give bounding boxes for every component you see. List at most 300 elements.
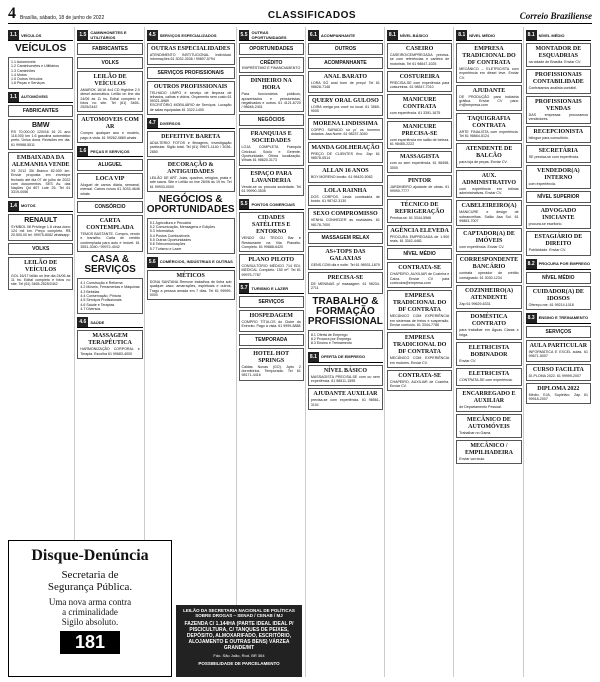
ad-box xyxy=(526,145,591,162)
ad-title: NÍVEL SUPERIOR xyxy=(537,194,580,201)
ad-text: ARTE FINALISTA com experiência. Tel 61 98664-5124 xyxy=(459,129,519,139)
ad-text: CHAPEIRO, AUXILIAR de Cozinha e Caixa. Enviar CV para curriculos@empresa.com xyxy=(389,272,450,286)
ad-text: DE PRODUÇÃO para indústria gráfica. Enviar CV para: rh@empresa.com xyxy=(459,94,519,108)
ad-text: SYMBOL 08 Privilege 1.6 cinza dono 124 mil km. Preço completo. R$ 20.500,00 tel. 99975-8082 whatsapp xyxy=(11,224,71,238)
ad-box xyxy=(526,326,591,338)
ad-text: RS 70.000,00 120i/16 16 21 ano 116.000 km 1.6 gasolina automático preto. Única dona. Revisões em dia. 61 99988-5511 xyxy=(11,129,71,147)
ad-text: com experiência. 61 3391-1675 xyxy=(389,111,441,116)
gov-description: FAZENDA C/ 1.144HA (PARTE IDEAL IDEAL P/ PISCICULTURA, C/ TANQUES DE PEIXES, DEPÓSITO, ALMOXARIFADO, ESCRITÓRIO, ALOJAMENTO E OUTRAS BENS) VÁRZEA GRANDE/MT xyxy=(184,621,294,651)
senad-auction-ad xyxy=(176,605,302,677)
ad-box xyxy=(456,311,521,340)
ad-title: ESTAGIÁRIO DE DIREITO xyxy=(534,234,583,248)
category-title: CASA & SERVIÇOS xyxy=(84,254,136,276)
ad-title: TEMPORADA xyxy=(255,336,288,343)
ad-title: TÉCNICO DE REFRIGERAÇÃO xyxy=(394,201,445,215)
ad-box xyxy=(387,225,452,247)
ad-title: ELETRICISTA xyxy=(468,371,510,378)
ad-title: ELETRICISTA BOBINADOR xyxy=(468,344,510,358)
ad-text: MECÂNICO COM EXPERIÊNCIA em sistemas de freios e suspensão. Enviar currículo. 61 3344-7788 xyxy=(389,314,450,327)
ad-title: TAQUIGRAFIA CONTRATA xyxy=(467,115,511,129)
section-num: 4.6 xyxy=(79,319,87,326)
section-tab xyxy=(526,313,591,324)
ad-box xyxy=(308,95,383,117)
section-tab xyxy=(77,30,142,41)
ad-box xyxy=(8,119,73,150)
section-num: 4.7 xyxy=(148,120,156,127)
ad-title: OUTROS PROFISSIONAIS xyxy=(153,83,228,90)
ad-box xyxy=(456,414,521,438)
ad-box xyxy=(308,272,383,294)
ad-title: DINHEIRO NA HORA xyxy=(250,78,292,92)
ad-box xyxy=(147,159,235,192)
ad-box xyxy=(239,310,304,332)
ad-box xyxy=(8,152,73,198)
ad-title: CURSO FACILITA xyxy=(532,366,584,373)
ad-title: LOLA RAINHA xyxy=(324,187,367,194)
section-tab xyxy=(147,118,235,129)
ad-box xyxy=(239,348,304,381)
ad-text: DAS empresas procuramos vendedores. xyxy=(528,112,589,121)
ad-box xyxy=(308,43,383,55)
ad-title: CONSÓRCIO xyxy=(94,203,126,210)
ad-title: EMPRESA TRADICIONAL DO DF CONTRATA xyxy=(462,46,516,66)
section-label: CAMINHONETES E UTILITÁRIOS xyxy=(90,30,127,40)
ad-text: EMPRÉSTIMO E FINANCIAMENTO xyxy=(242,66,301,70)
ad-text: ATENDIMENTO INSTITUCIONAL individual. Informações 61 3032-3036 / 99807-5794 xyxy=(149,53,232,62)
ad-title: MASSAGISTA xyxy=(399,154,440,161)
section-num: 1.4 xyxy=(10,202,17,209)
ad-title: AS+TOPS DAS GALAXIAS xyxy=(325,248,366,262)
ad-title: NEGÓCIOS xyxy=(257,117,285,124)
category-index xyxy=(147,218,235,254)
ad-text: MASSAGISTA PRECISA-SE com ou sem experiência. 61 98511-1595 xyxy=(310,374,380,383)
ad-box xyxy=(526,272,591,284)
dd-phone-number: 181 xyxy=(60,631,120,654)
gov-title: LEILÃO DA SECRETARIA NACIONAL DE POLÍTICAS SOBRE DROGAS – SENAD / CENAB / MJ xyxy=(183,608,295,618)
category-title: TRABALHO & FORMAÇÃO PROFISSIONAL xyxy=(307,295,383,327)
ad-title: FABRICANTES xyxy=(92,46,128,52)
ad-box xyxy=(387,199,452,223)
ad-text: ESCRITÓRIO MOBILIÁRIO de Serviços. Locação de salas equipadas 61 3322-1400 xyxy=(149,103,232,112)
ad-box xyxy=(387,248,452,260)
ad-text: JARDINEIRO ajudante de obras. 61 99990-7777 xyxy=(389,184,450,194)
ad-box xyxy=(308,165,383,182)
section-label: TURISMO E LAZER xyxy=(251,285,289,291)
ad-title: SEXO COMPROMISSO xyxy=(313,211,378,218)
column-4 xyxy=(239,27,306,677)
ad-title: MÉTICOS xyxy=(176,272,205,279)
category-index xyxy=(8,57,73,89)
section-num: 8.1 xyxy=(458,32,466,38)
ad-title: AULA PARTICULAR xyxy=(529,342,588,349)
category-list: 5.1 Agricultura e Pecuária 5.2 Comunicação, Mensagens e Edições 5.3 Informática 5.4 Postos Combustíveis 5.5 Outras Oportunidades 5.6 Telecomunicações 5.7 Turismo e Lazer xyxy=(149,220,216,251)
ad-box xyxy=(308,71,383,93)
ad-title: MANICURE CONTRATA xyxy=(402,97,437,111)
section-label: ENSINO E TREINAMENTO xyxy=(538,315,589,321)
section-num: 1.5 xyxy=(79,32,87,38)
ad-text: SE precisa-se com experiência. xyxy=(528,155,580,160)
section-tab xyxy=(387,30,452,41)
ad-title: PINTOR xyxy=(407,177,432,184)
ad-text: CORPO SARADO só p/ os homens dotados. Asa Norte. 61 98237-3040 xyxy=(310,128,380,137)
section-label: PEÇAS E SERVIÇOS xyxy=(90,148,130,154)
ad-title: ALUGUEL xyxy=(97,162,123,169)
section-label: COMÉRCIOS, INDÚSTRIAS E OUTRAS xyxy=(159,259,233,265)
ad-title: NÍVEL MÉDIO xyxy=(542,274,575,281)
ad-title: ANAL BARATO xyxy=(323,74,368,80)
section-num: 1.1 xyxy=(10,32,17,38)
ad-box xyxy=(526,69,591,93)
ad-text: PROCURA EMPREGADA de 1.900 reais. 61 3342-4481 xyxy=(389,234,450,244)
ad-text: GOL 16/17 leilão on line dia 24/06 às 11 hs. Edital completo e fotos no site. Tel (61) 3465-2525/2442 xyxy=(11,273,71,287)
ad-box xyxy=(8,214,73,241)
category-list: 8.1 Oferta de Emprego 8.2 Procura por Emprego 8.3 Ensino e Treinamento xyxy=(310,332,352,346)
ad-box xyxy=(239,334,304,346)
ad-text: com experiência em salão de beleza. 61 98465-2222 xyxy=(389,137,450,147)
ad-title: CAPTADOR(A) DE IMÓVEIS xyxy=(463,231,515,245)
column-7 xyxy=(456,27,523,677)
ad-text: com ou sem experiência. 61 98498-3000 xyxy=(389,161,450,170)
ad-box xyxy=(456,170,521,199)
ad-title: NÍVEL BÁSICO xyxy=(323,367,367,374)
category-title: NEGÓCIOS & OPORTUNIDADES xyxy=(146,193,235,215)
ad-title: OUTRAS ESPECIALIDADES xyxy=(151,46,231,52)
ad-text: com experiência. Enviar CV. xyxy=(459,245,505,250)
ad-text: MECÂNICO COM EXPERIÊNCIA em motores. Enviar CV. xyxy=(389,356,450,365)
ad-box xyxy=(239,296,304,308)
ad-box xyxy=(77,57,142,69)
issue-date: Brasília, sábado, 18 de junho de 2022 xyxy=(20,15,105,21)
ad-title: LEILÃO DE VEÍCULOS xyxy=(24,259,58,273)
ad-text: para loja de peças. Enviar CV. xyxy=(459,160,508,165)
ad-box xyxy=(239,57,304,73)
ad-box xyxy=(456,285,521,309)
ad-title: RENAULT xyxy=(24,216,58,224)
ad-text: PREÇO DE CLIENTES fixo. Zap 61 98578-0514 xyxy=(310,151,380,161)
ad-title: CRÉDITO xyxy=(260,60,283,66)
ad-box xyxy=(526,231,591,255)
ad-title: DEFEITIVE BARETA xyxy=(161,134,221,141)
ad-title: COZINHEIRO(A) ATENDENTE xyxy=(464,288,513,302)
ad-title: MECÂNICO DE AUTOMÓVEIS xyxy=(467,416,511,430)
ad-box xyxy=(239,128,304,165)
ad-title: FABRICANTES xyxy=(22,107,59,114)
ad-text: VENHA CONHECER as novidades. 61 98178-7000 xyxy=(310,218,380,227)
ad-text: Zap 61 99629-6331 xyxy=(459,302,491,307)
ad-text: VENDO OU TROCO Bar e Restaurante na Vila Planalto. Completo. 61 99888-6420 xyxy=(241,236,301,249)
ad-box xyxy=(77,215,142,252)
ad-title: AGÊNCIA ELEVEDA xyxy=(390,227,449,234)
ad-box xyxy=(77,330,142,359)
section-label: OFERTA DE EMPREGO xyxy=(320,354,366,360)
section-label: NÍVEL MÉDIO xyxy=(469,32,496,38)
ad-box xyxy=(387,175,452,197)
ad-title: AUTOMOVEIS COM AR xyxy=(81,117,139,131)
ad-title: LOCA VIP xyxy=(95,176,125,183)
ad-text: INFORMÁTICA E EXCEL aulas. 61 99671-5007 xyxy=(528,349,589,359)
ad-box xyxy=(147,43,235,65)
section-num: 5.6 xyxy=(148,258,156,265)
category-title: VEÍCULOS xyxy=(15,43,67,54)
ad-box xyxy=(387,94,452,118)
section-tab xyxy=(308,352,383,363)
ad-box xyxy=(147,67,235,79)
ad-text: TEMOS BASTANTE. Compro, vendo e transfiro. Carta de crédito contemplada para auto e imóvel. 61 3551-3040 / 99972-4042 xyxy=(80,231,140,249)
ad-title: LEILÃO DE VEÍCULOS xyxy=(93,74,127,87)
ad-title: SECRETÁRIA xyxy=(538,148,579,155)
header-left xyxy=(8,7,104,21)
ad-title: CUIDADOR(A) DE IDOSOS xyxy=(532,288,584,302)
ad-title: CARTA CONTEMPLADA xyxy=(86,217,134,231)
section-num: 4.5 xyxy=(148,32,156,38)
dd-line: a criminalidade xyxy=(62,607,118,617)
ad-text: COMPRO TÍTULOS do Clube do Exército. Pago à vista. 61 9999-8888 xyxy=(241,320,301,329)
section-tab xyxy=(8,201,73,212)
ad-box xyxy=(526,383,591,405)
ad-box xyxy=(239,75,304,112)
ad-text: Compro qualquer ano e modelo, pago à vista. 61 99262-0860 whats xyxy=(80,131,140,140)
section-tab xyxy=(456,30,521,41)
ad-box xyxy=(456,228,521,252)
section-label: PONTOS COMERCIAIS xyxy=(251,201,295,207)
section-label: PROCURA POR EMPREGO xyxy=(538,261,591,267)
ad-text: CONTRATA-SE com experiência. xyxy=(459,378,513,383)
ad-box xyxy=(456,113,521,142)
section-tab xyxy=(77,146,142,157)
ad-box xyxy=(239,168,304,197)
ad-box xyxy=(526,340,591,362)
section-label: SERVIÇOS ESPECIALIZADOS xyxy=(159,32,217,38)
ad-box xyxy=(387,43,452,69)
ad-box xyxy=(387,262,452,288)
ad-text: para trabalhar em Águas Claras e folga. xyxy=(459,328,519,337)
ad-text: procura-se escritório. xyxy=(528,222,563,227)
ad-text: com experiência. xyxy=(528,181,556,186)
ad-title: MECÂNICO / EMPILHADEIRA xyxy=(464,443,513,457)
ad-title: DIPLOMA 2022 xyxy=(537,385,580,392)
ad-text: Enviar currículo. xyxy=(459,457,486,462)
ad-title: ADVOGADO INICIANTE xyxy=(540,208,577,222)
ad-box xyxy=(456,342,521,366)
section-label: VEÍCULOS xyxy=(20,32,42,38)
ad-text: Para funcionários públicos, aposentados e pensionistas, negativados e outros. 61 4121-6720 / 98648-2401 xyxy=(241,92,301,110)
ad-title: ALLAN 16 ANOS xyxy=(322,168,369,175)
ad-title: MANDA GOLHERAÇÃO xyxy=(311,144,380,151)
ad-text: LOJA COMPLETA Franquia Celcloud. Sócio e Gerente. Oportunidade. Ótima localização. Whats 61 98620-3173 xyxy=(241,145,301,163)
section-tab xyxy=(147,30,235,41)
ad-box xyxy=(526,205,591,229)
ad-title: ACOMPANHANTE xyxy=(324,60,367,66)
ad-box xyxy=(387,290,452,330)
dd-line: Secretaria de xyxy=(61,569,119,581)
ad-title: SERVIÇOS xyxy=(545,328,572,335)
ad-text: DOS CORPOS. Linda comissária de bordo. 61 98742-3130 xyxy=(310,194,380,203)
column-6 xyxy=(387,27,454,677)
ad-text: bilíngue para consultório. xyxy=(528,136,569,141)
ad-title: BMW xyxy=(31,121,50,129)
ad-text: Precisa-se. 61 3344-5566 xyxy=(389,215,432,220)
section-label: MOTOS xyxy=(20,203,36,209)
ad-title: FRANQUIAS E SOCIEDADES xyxy=(250,131,292,145)
section-label: OUTRAS OPORTUNIDADES xyxy=(251,30,287,40)
ad-box xyxy=(526,96,591,125)
ad-box xyxy=(239,254,304,280)
ad-title: PROFISSIONAIS CONTABILIDADE xyxy=(532,72,584,86)
section-num: 1.1 xyxy=(10,93,17,100)
ad-box xyxy=(147,81,235,115)
page-header xyxy=(8,4,592,24)
ad-box xyxy=(387,151,452,173)
ad-text: CASEIRO/CEMPREGADA precisa-se com referências e carteira de motorista. Tel 61 98647-1025 xyxy=(389,53,450,66)
ad-box xyxy=(77,43,142,55)
ad-box xyxy=(308,185,383,207)
ad-text: AMAROK 16/16 4x4 CD Highline 2.0 diesel automática. Leilão on line dia 24/06 às 11 hs. Edital completo e fotos no site. Tel (61) 3465-2525/2442 xyxy=(80,88,140,110)
ad-text: MECÂNICO – ELETRICISTA com experiência em diesel leve. Enviar CV. xyxy=(459,67,519,80)
ad-title: PRECISA-SE xyxy=(327,275,364,282)
ad-box xyxy=(456,85,521,111)
section-tab xyxy=(239,199,304,210)
section-tab xyxy=(8,92,73,103)
ad-text: Vende-se ou procura sociedade. Tel 61 99990-3535 xyxy=(241,184,301,193)
ad-title: CONTRATA-SE xyxy=(398,372,441,379)
ad-text: BOY MORENO bonito. 61 98420-5082 xyxy=(310,175,373,180)
ad-text: Trabalhar no Gama. xyxy=(459,430,492,435)
ad-title: ENCARREGADO E AUXILIAR xyxy=(462,390,516,404)
section-num: 8.3 xyxy=(527,314,535,321)
column-5 xyxy=(308,27,385,677)
section-label: NÍVEL MÉDIO xyxy=(538,32,565,38)
ad-box xyxy=(387,121,452,150)
section-num: 8.2 xyxy=(527,260,535,267)
section-label: NÍVEL BÁSICO xyxy=(399,32,429,38)
ad-text: HARMONIZAÇÃO CORPORAL e Terapia. Escolha 61 99683-4000 xyxy=(80,347,140,356)
ad-box xyxy=(77,173,142,199)
gov-address: Fdo. São João, Rod. BR 364 xyxy=(213,653,265,658)
ad-title: SERVIÇOS PROFISSIONAIS xyxy=(157,69,224,76)
ad-text: GENS.COM dia e noite. Tel 61 98931-1879 xyxy=(310,262,380,267)
gov-note: POSSIBILIDADE DE PARCELAMENTO xyxy=(198,661,280,666)
ad-title: VOLKS xyxy=(32,245,50,252)
ad-title: MONTADOR DE ESQUADRIAS xyxy=(535,46,582,59)
section-label: DIVERSOS xyxy=(159,120,181,126)
disque-denuncia-ad xyxy=(8,540,172,677)
ad-title: VOLKS xyxy=(101,60,119,66)
ad-title: EMBAIXADA DA ALEMANHA VENDE xyxy=(11,154,70,168)
ad-box xyxy=(239,212,304,252)
section-tab xyxy=(77,317,142,328)
section-tab xyxy=(239,30,304,41)
ad-box xyxy=(308,57,383,69)
ad-title: HOSPEDAGEM xyxy=(249,313,293,320)
section-num: 6.1 xyxy=(309,32,317,38)
ad-text: com experiência em rotinas administrativas. Enviar CV. xyxy=(459,186,519,195)
ad-box xyxy=(77,71,142,112)
ad-title: CORRESPONDENTE BANCÁRIO xyxy=(459,257,519,271)
ad-title: PROFISSIONAIS VENDAS xyxy=(535,98,582,112)
ad-title: OUTROS xyxy=(334,46,357,52)
newspaper-name: Correio Braziliense xyxy=(519,11,592,21)
ad-text: Contratamos analista contábil. xyxy=(528,86,577,91)
ad-title: PLANO PILOTO xyxy=(248,257,295,264)
ad-text: precisa-se com experiência. 61 98561-3101 xyxy=(310,398,380,407)
section-num: 5.5 xyxy=(240,32,248,38)
ad-box xyxy=(387,332,452,368)
section-tab xyxy=(526,30,591,41)
ad-box xyxy=(239,43,304,55)
ad-title: AJUDANTE AUXILIAR xyxy=(313,391,378,398)
ad-box xyxy=(77,114,142,143)
ad-title: CASEIRO xyxy=(405,46,434,52)
ad-text: CHAPEIRO, AUXILIAR de Cozinha. Enviar CV. xyxy=(389,379,450,389)
ad-title: ESPAÇO PARA LAVANDERIA xyxy=(250,170,293,184)
ad-text: Ofereço-me. 61 99214-1018 xyxy=(528,302,574,307)
ad-title: ATENDENTE DE BALCÃO xyxy=(465,146,513,160)
ad-title: MANICURE PRECISA-SE xyxy=(401,123,438,137)
ad-title: DOMÉSTICA CONTRATO xyxy=(470,314,508,328)
dd-line: Segurança Pública. xyxy=(47,581,133,593)
ad-title: CONTRATA-SE xyxy=(398,265,441,272)
ad-box xyxy=(456,254,521,283)
ad-box xyxy=(526,126,591,143)
ad-text: Aluguel de carros diária, semanal, mensal. Carros novos 61 3033-4646 whats xyxy=(80,183,140,196)
section-tab xyxy=(239,283,304,294)
section-title: CLASSIFICADOS xyxy=(267,10,357,21)
page-number: 4 xyxy=(8,5,16,22)
ad-box xyxy=(308,365,383,387)
ad-text: de Departamento Pessoal. xyxy=(459,404,502,409)
ad-text: CONSULTÓRIO MÉDICO 714 EDI. MEDICAL Completo. 150 m². Tel 61 99975-7787 xyxy=(241,264,301,277)
section-num: 5.7 xyxy=(240,285,248,292)
ad-title: MASSAGEM TERAPÊUTICA xyxy=(88,333,132,347)
ad-box xyxy=(308,246,383,270)
category-list: 4.1 Construção e Reforma 4.2 Móveis, Ferramentas e Máquinas 4.3 Bebidas 4.4 Conservação, Pintura 4.5 Serviços Profissionais 4.6 Saúde e Terapias 4.7 Diversos xyxy=(80,281,140,311)
section-num: 8.1 xyxy=(527,32,535,38)
ad-box xyxy=(456,368,521,385)
section-num: 8.1 xyxy=(309,353,317,360)
ad-title: MORENA LINDISSIMA xyxy=(312,121,378,128)
section-tab xyxy=(147,257,235,268)
ad-box xyxy=(387,71,452,93)
ad-text: X5 2012 35i Branco 82.000 km. Enviar proposta em envelope fechado até dia 07 de julho de 2022 com documentos. SES Av. das Nações Qd 807 Lote 25. Tel 61 3319-0056 xyxy=(11,168,71,195)
ad-box xyxy=(308,232,383,244)
ad-box xyxy=(308,142,383,164)
ad-title: QUERY ORAL GULOSO xyxy=(311,97,379,104)
dd-line: Uma nova arma contra xyxy=(48,597,132,607)
ad-box xyxy=(147,270,235,300)
section-label: AUTOMÓVEIS xyxy=(20,94,48,100)
ad-box xyxy=(8,257,73,290)
ad-box xyxy=(456,200,521,226)
ad-box xyxy=(8,243,73,255)
ad-box xyxy=(526,364,591,381)
section-num: 1.6 xyxy=(79,148,87,155)
ad-box xyxy=(387,370,452,392)
section-tab xyxy=(8,30,73,41)
section-label: SAÚDE xyxy=(90,319,105,325)
ad-text: PRECISA-SE com experiência para costureiras. 61 98547-7010 xyxy=(389,80,450,90)
ad-text: TELHADO LIMPO é serviço de limpeza de telhados, calhas e vidros. Orçamento sem custo 61 99321-8989 xyxy=(149,90,232,104)
ad-box xyxy=(526,43,591,67)
ad-title: COSTUREIRA xyxy=(399,73,440,80)
ad-title: SERVIÇOS xyxy=(258,299,285,306)
column-8 xyxy=(526,27,592,677)
section-tab xyxy=(308,30,383,41)
ad-text: Caldas Novas (GO). Apto 2 dormitórios. Temporada. Tel 61 98171-4416 xyxy=(241,364,301,378)
ad-text: DONA SANTANA Remove trabalhos de linha sob qualquer caso: amarrações, espirituais e outros. Trago a pessoa amada em 7 dias. Tel 61 99999-0000 xyxy=(149,279,232,297)
ad-box xyxy=(239,114,304,126)
section-tab xyxy=(526,259,591,270)
ad-box xyxy=(77,159,142,171)
